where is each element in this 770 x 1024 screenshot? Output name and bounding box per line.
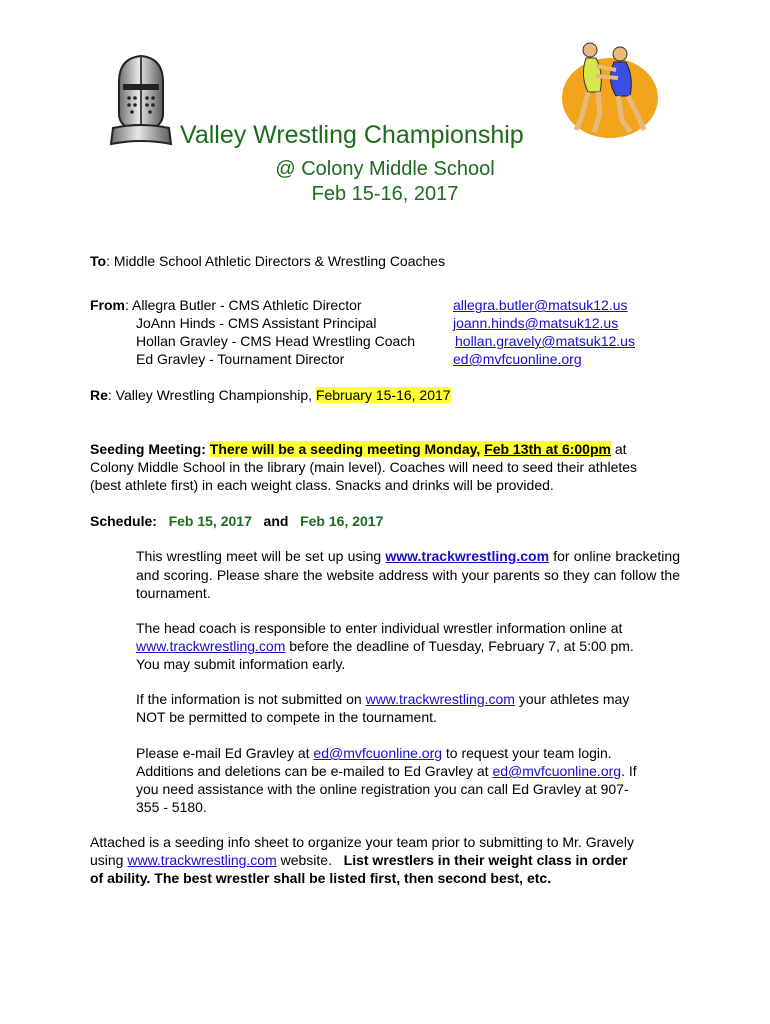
email-link[interactable]: allegra.butler@matsuk12.us <box>453 297 628 313</box>
page-title: Valley Wrestling Championship <box>180 121 524 149</box>
p2-line-3: You may submit information early. <box>136 656 346 672</box>
from-name: Allegra Butler - CMS Athletic Director <box>132 297 362 313</box>
p4-text: . If <box>621 763 637 779</box>
p1-text: for online bracketing and scoring. Please share the website address with your parents so they can follow the tournament. <box>136 548 680 601</box>
seeding-highlight: There will be a seeding meeting Monday, <box>209 441 481 457</box>
email-link[interactable]: joann.hinds@matsuk12.us <box>453 315 619 331</box>
knight-helmet-icon <box>105 52 177 148</box>
p3-line-2: NOT be permitted to compete in the tournament. <box>136 709 437 725</box>
seeding-line-1 <box>90 440 627 458</box>
schedule-date-1: Feb 15, 2017 <box>168 513 252 529</box>
email-link[interactable]: ed@mvfcuonline.org <box>492 763 622 779</box>
email-link[interactable]: hollan.gravely@matsuk12.us <box>455 333 635 349</box>
email-link[interactable]: ed@mvfcuonline.org <box>453 351 582 367</box>
from-name: JoAnn Hinds - CMS Assistant Principal <box>136 315 377 331</box>
attached-line-2 <box>90 851 628 869</box>
to-line <box>90 252 445 270</box>
schedule-date-2: Feb 16, 2017 <box>300 513 384 529</box>
p4-line-2 <box>136 762 637 780</box>
re-label: Re <box>90 387 108 403</box>
re-line <box>90 386 451 404</box>
trackwrestling-link[interactable]: www.trackwrestling.com <box>365 691 515 707</box>
re-text: : Valley Wrestling Championship, <box>107 387 316 403</box>
attached-text: using <box>90 852 128 868</box>
trackwrestling-link[interactable]: www.trackwrestling.com <box>136 638 286 654</box>
p1-text: This wrestling meet will be set up using <box>136 548 386 564</box>
from-line-1: From: Allegra Butler - CMS Athletic Director <box>90 297 362 313</box>
from-name: Hollan Gravley - CMS Head Wrestling Coach <box>136 333 416 349</box>
schedule-and: and <box>263 513 289 529</box>
p4-line-3: you need assistance with the online registration you can call Ed Gravley at 907- <box>136 781 629 797</box>
attached-bold: List wrestlers in their weight class in order <box>343 852 628 868</box>
p2-line-2 <box>136 637 634 655</box>
trackwrestling-link[interactable]: www.trackwrestling.com <box>385 548 550 564</box>
p4-line-4: 355 - 5180. <box>136 799 207 815</box>
attached-text: website. <box>276 852 344 868</box>
seeding-date: Feb 13th at 6:00pm <box>484 441 611 457</box>
re-date-highlight: February 15-16, 2017 <box>315 387 451 403</box>
paragraph-tracking <box>136 547 680 603</box>
event-location: @ Colony Middle School <box>275 158 495 180</box>
from-name: Ed Gravley - Tournament Director <box>136 351 345 367</box>
p4-line-1 <box>136 744 612 762</box>
p2-text: before the deadline of Tuesday, February 7, at 5:00 pm. <box>285 638 634 654</box>
p3-text: your athletes may <box>514 691 630 707</box>
p4-text: Please e-mail Ed Gravley at <box>136 745 314 761</box>
schedule-label: Schedule: <box>90 513 157 529</box>
p4-text: Additions and deletions can be e-mailed to Ed Gravley at <box>136 763 493 779</box>
to-label: To <box>90 253 107 269</box>
p3-text: If the information is not submitted on <box>136 691 366 707</box>
schedule-line <box>90 512 383 530</box>
to-text: : Middle School Athletic Directors & Wrestling Coaches <box>106 253 446 269</box>
seeding-line-2: Colony Middle School in the library (main level). Coaches will need to seed their athletes <box>90 459 638 475</box>
wrestlers-icon <box>560 36 660 140</box>
event-dates: Feb 15-16, 2017 <box>311 183 459 205</box>
seeding-label: Seeding Meeting: <box>90 441 206 457</box>
seeding-line-3: (best athlete first) in each weight class. Snacks and drinks will be provided. <box>90 477 554 493</box>
p4-text: to request your team login. <box>442 745 612 761</box>
p3-line-1 <box>136 690 629 708</box>
attached-line-3: of ability. The best wrestler shall be listed first, then second best, etc. <box>90 870 552 886</box>
p2-line-1: The head coach is responsible to enter individual wrestler information online at <box>136 620 623 636</box>
seeding-after: at <box>610 441 627 457</box>
email-link[interactable]: ed@mvfcuonline.org <box>313 745 443 761</box>
from-label: From <box>90 297 125 313</box>
attached-line-1: Attached is a seeding info sheet to organize your team prior to submitting to Mr. Gravely <box>90 834 634 850</box>
trackwrestling-link[interactable]: www.trackwrestling.com <box>127 852 277 868</box>
